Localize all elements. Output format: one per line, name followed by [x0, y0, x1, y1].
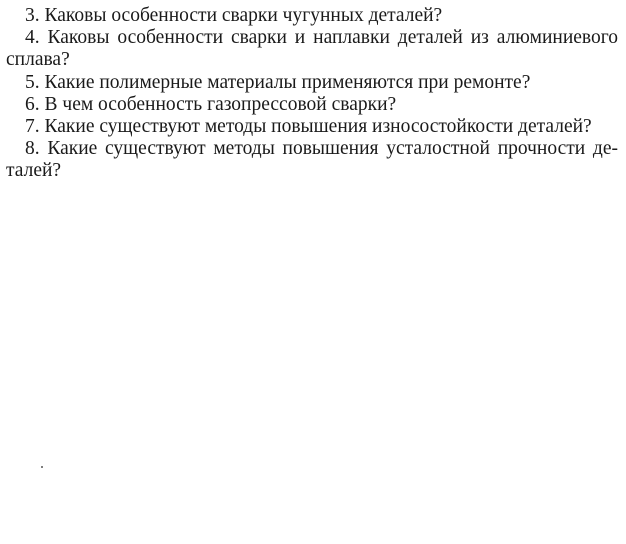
- question-item: [6, 5, 618, 27]
- question-text-line: Каковы особенности сварки чугунных деталей?: [44, 5, 443, 26]
- question-text-line: Какие существуют методы повышения износостойкости деталей?: [44, 116, 592, 138]
- question-text-line: Какие полимерные материалы применяются при ремонте?: [44, 71, 531, 93]
- question-number: 8.: [25, 138, 40, 160]
- question-number: 5.: [25, 71, 40, 93]
- question-number: 3.: [25, 5, 40, 26]
- question-item: [6, 72, 618, 94]
- question-text-line: талей?: [6, 160, 62, 182]
- question-number: 7.: [25, 116, 40, 138]
- scan-speck: [41, 466, 43, 468]
- question-text-line: Какие существуют методы повышения усталостной прочности де-: [47, 138, 618, 160]
- question-item: [6, 116, 618, 138]
- question-item: [6, 94, 618, 116]
- question-item: [6, 138, 618, 182]
- question-item: [6, 27, 618, 71]
- question-number: 4.: [25, 27, 40, 49]
- question-number: 6.: [25, 93, 40, 115]
- question-text-line: В чем особенность газопрессовой сварки?: [44, 93, 397, 115]
- question-text-line: Каковы особенности сварки и наплавки деталей из алюминиевого: [47, 27, 618, 49]
- question-text-line: сплава?: [6, 49, 70, 71]
- question-list: [6, 5, 618, 183]
